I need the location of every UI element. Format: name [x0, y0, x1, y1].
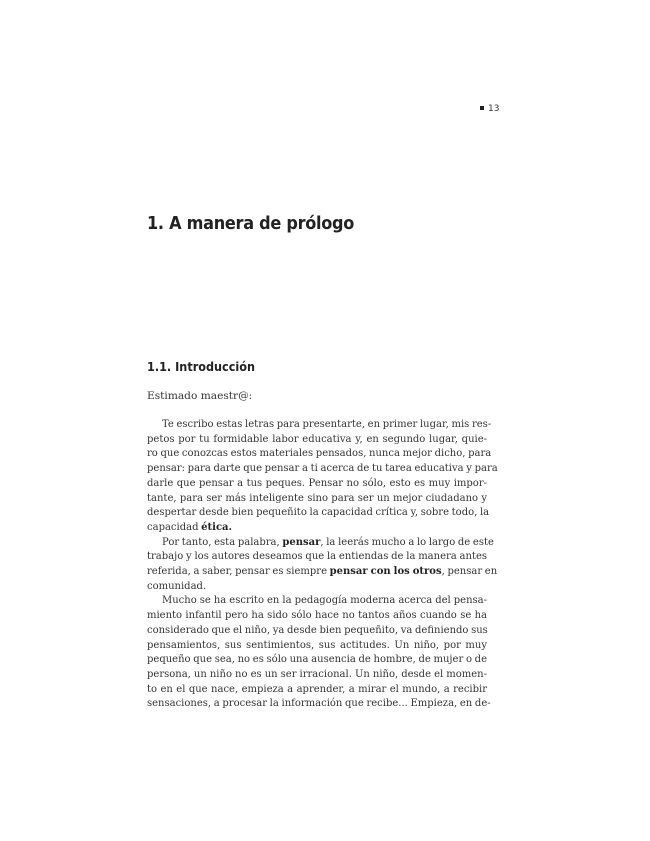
text-line: tante, para ser más inteligente sino para ser un mejor ciudadano y — [147, 492, 487, 504]
paragraph-1 — [147, 418, 498, 536]
text-line: pensamientos, sus sentimientos, sus actitudes. Un niño, por muy — [147, 639, 487, 651]
text-line: despertar desde bien pequeñito la capacidad crítica y, sobre todo, la — [147, 507, 490, 519]
text-line: sensaciones, a procesar la información que recibe... Empieza, en de- — [147, 698, 491, 710]
bold-term: ética. — [201, 521, 233, 533]
bold-term: pensar con los otros — [329, 566, 442, 578]
text-line — [147, 565, 498, 580]
text-line: petos por tu formidable labor educativa y, en segundo lugar, quie- — [147, 433, 487, 445]
body-text — [147, 418, 498, 712]
text-line: darle que pensar a tus peques. Pensar no sólo, esto es muy impor- — [147, 477, 487, 489]
text-segment: referida, a saber, pensar es siempre — [147, 566, 330, 578]
text-line — [147, 521, 487, 536]
page-number — [480, 104, 499, 114]
square-bullet-icon — [480, 106, 484, 110]
text-line: miento infantil pero ha sido sólo hace no tantos años cuando se ha — [147, 610, 487, 622]
text-line: trabajo y los autores deseamos que la entiendas de la manera antes — [147, 551, 487, 563]
text-line: ro que conozcas estos materiales pensados, nunca mejor dicho, para — [147, 448, 492, 460]
chapter-title: 1. A manera de prólogo — [147, 214, 355, 234]
text-line: pequeño que sea, no es sólo una ausencia de hombre, de mujer o de — [147, 654, 487, 666]
text-line: persona, un niño no es un ser irracional. Un niño, desde el momen- — [147, 668, 487, 680]
page-number-text: 13 — [488, 104, 500, 114]
bold-term: pensar — [282, 536, 321, 548]
text-segment: , pensar en — [441, 566, 498, 578]
paragraph-2 — [147, 536, 498, 595]
text-segment: Por tanto, esta palabra, — [162, 536, 283, 548]
paragraph-3 — [147, 594, 491, 712]
greeting: Estimado maestr@: — [147, 390, 253, 402]
text-line: comunidad. — [147, 580, 207, 592]
text-line: considerado que el niño, ya desde bien pequeñito, va definiendo sus — [147, 624, 488, 636]
text-segment: , la leerás mucho a lo largo de este — [320, 536, 494, 548]
section-title: 1.1. Introducción — [147, 359, 255, 374]
text-line: Te escribo estas letras para presentarte, en primer lugar, mis res- — [162, 419, 492, 430]
text-line: Mucho se ha escrito en la pedagogía moderna acerca del pensa- — [162, 595, 487, 607]
text-line: pensar: para darte que pensar a ti acerca de tu tarea educativa y para — [147, 463, 498, 475]
text-line — [147, 536, 494, 551]
text-segment: capacidad — [147, 521, 202, 533]
text-line: to en el que nace, empieza a aprender, a mirar el mundo, a recibir — [147, 683, 487, 695]
